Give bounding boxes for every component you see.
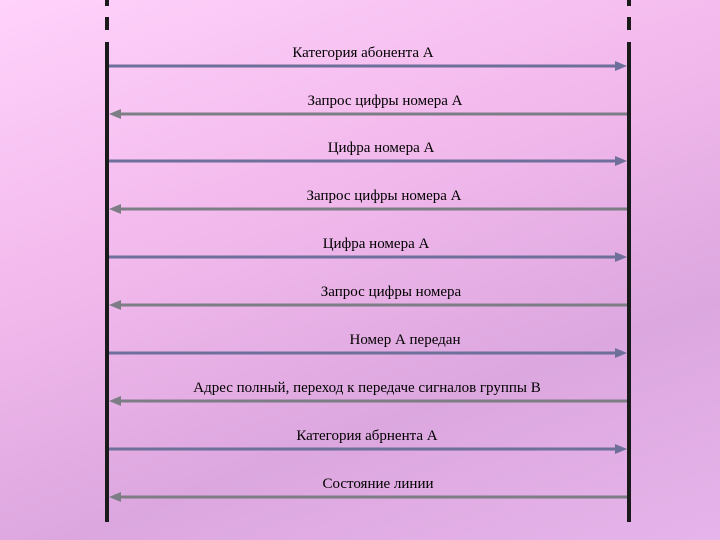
message-8 xyxy=(109,380,627,406)
arrowhead-right-icon xyxy=(615,252,627,262)
message-3 xyxy=(109,140,627,166)
arrowhead-left-icon xyxy=(109,204,121,214)
message-label: Номер А передан xyxy=(349,332,461,348)
arrowhead-left-icon xyxy=(109,109,121,119)
message-label: Категория абрнента А xyxy=(296,428,438,444)
arrowhead-right-icon xyxy=(615,444,627,454)
message-arrows xyxy=(109,45,627,502)
message-10 xyxy=(109,476,627,502)
message-label: Запрос цифры номера xyxy=(320,284,462,300)
message-4 xyxy=(109,188,627,214)
message-5 xyxy=(109,236,627,262)
arrowhead-right-icon xyxy=(615,156,627,166)
message-6 xyxy=(109,284,627,310)
message-label: Цифра номера А xyxy=(322,236,430,252)
message-label: Запрос цифры номера А xyxy=(306,188,462,204)
message-7 xyxy=(109,332,627,358)
arrowhead-left-icon xyxy=(109,492,121,502)
arrowhead-left-icon xyxy=(109,396,121,406)
arrowhead-right-icon xyxy=(615,348,627,358)
message-label: Запрос цифры номера А xyxy=(307,93,463,109)
message-label: Категория абонента А xyxy=(292,45,434,61)
arrowhead-right-icon xyxy=(615,61,627,71)
arrowhead-left-icon xyxy=(109,300,121,310)
message-label: Состояние линии xyxy=(322,476,434,492)
message-9 xyxy=(109,428,627,454)
message-2 xyxy=(109,93,627,119)
message-1 xyxy=(109,45,627,71)
message-label: Адрес полный, переход к передаче сигналов группы В xyxy=(193,380,541,396)
message-label: Цифра номера А xyxy=(327,140,435,156)
